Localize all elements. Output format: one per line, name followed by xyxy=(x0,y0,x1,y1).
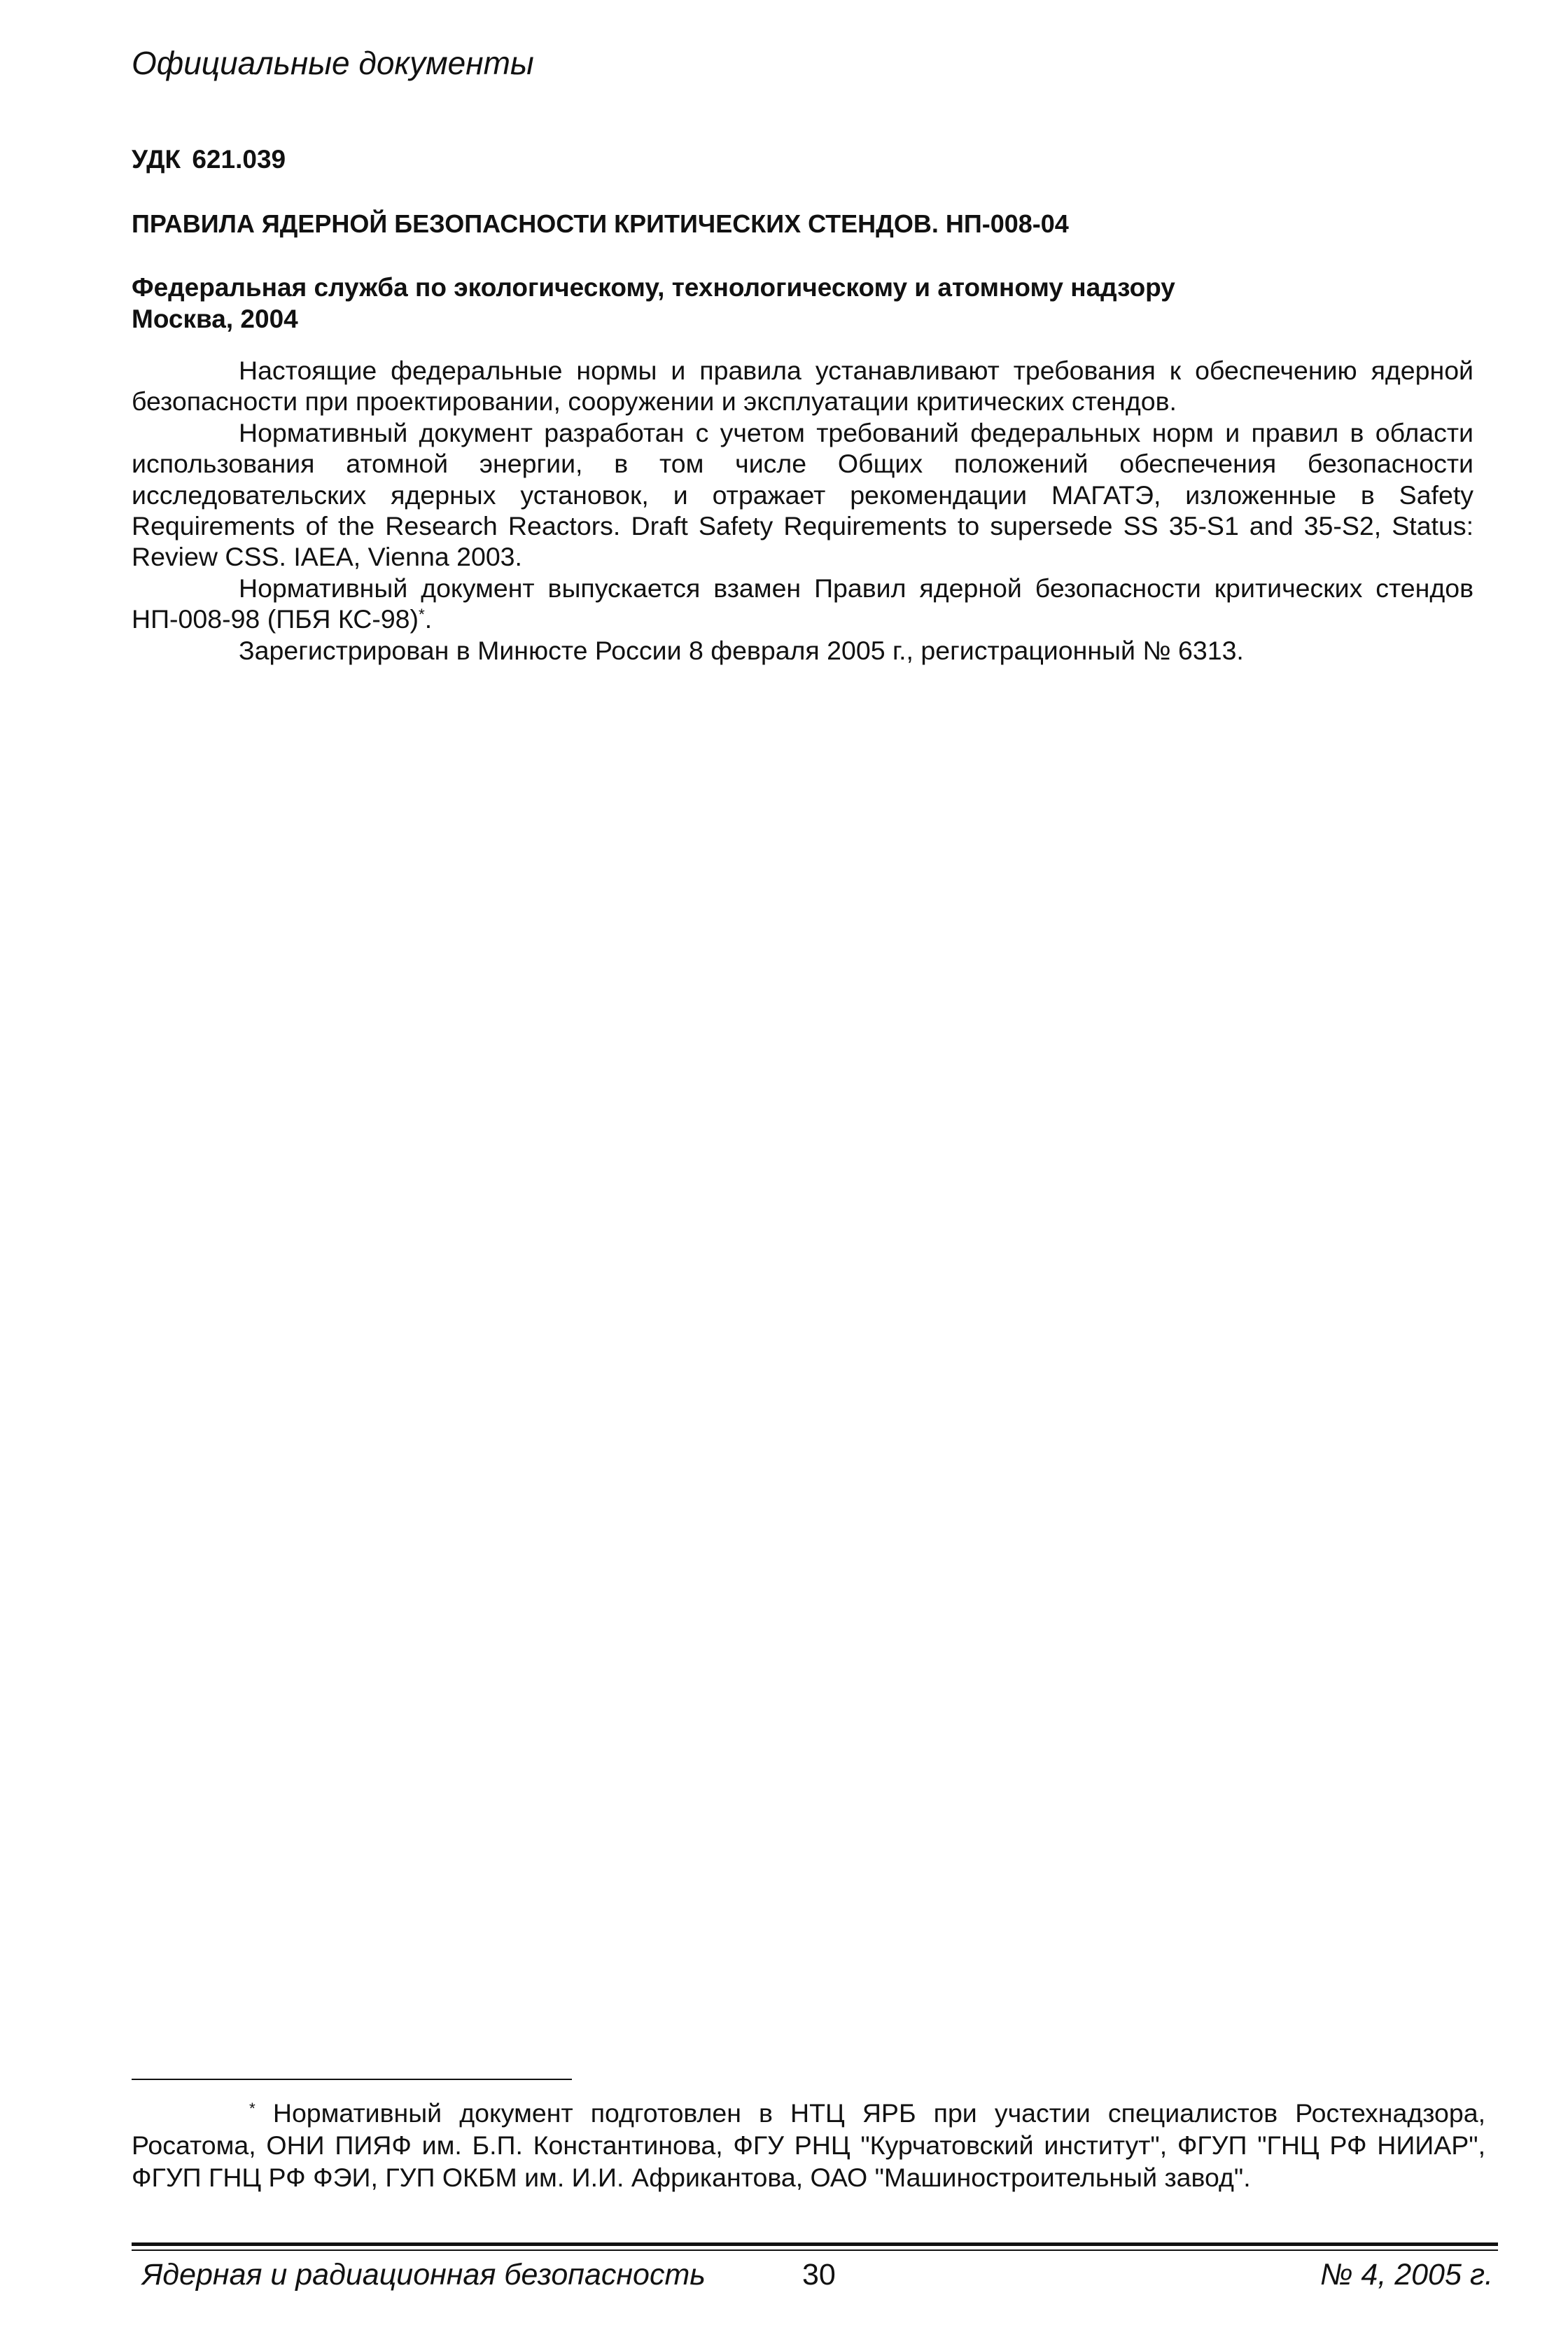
footer-rule-thin xyxy=(132,2249,1498,2251)
text-line: Зарегистрирован в Минюсте России 8 февраля 2005 г., регистрационный № 6313. xyxy=(239,635,1244,665)
text-line: Нормативный документ разработан с учетом требований федеральных норм и правил в области xyxy=(239,417,1474,447)
page-footer xyxy=(0,2257,1568,2292)
text-line: использования атомной энергии, в том числе Общих положений обеспечения безопасности xyxy=(132,449,1474,479)
publisher-block xyxy=(132,272,1175,335)
footnote-separator xyxy=(132,2079,572,2080)
footer-rule-thick xyxy=(132,2242,1498,2246)
text-line: Настоящие федеральные нормы и правила устанавливают требования к обеспечению ядерной xyxy=(239,356,1474,385)
footnote-line-content: Нормативный документ подготовлен в НТЦ ЯРБ при участии специалистов Ростехнадзора, xyxy=(272,2098,1485,2128)
footnote-reference: * xyxy=(419,605,425,623)
running-header: Официальные документы xyxy=(132,45,534,81)
footnote-line: Росатома, ОНИ ПИЯФ им. Б.П. Константинова, ФГУ РНЦ "Курчатовский институт", ФГУП "ГНЦ РФ НИИАР", xyxy=(132,2130,1485,2160)
text-line: Requirements of the Research Reactors. Draft Safety Requirements to supersede SS 35-S1 and 35-S2, Status: xyxy=(132,511,1474,541)
page-number: 30 xyxy=(802,2258,836,2291)
footnote xyxy=(132,2097,1485,2193)
paragraph-2 xyxy=(132,417,1474,573)
paragraph-3 xyxy=(132,573,1474,635)
publication-place-year: Москва, 2004 xyxy=(132,305,298,333)
footnote-mark: * xyxy=(249,2099,255,2117)
line-end-punctuation: . xyxy=(424,604,433,634)
text-line: исследовательских ядерных установок, и отражает рекомендации МАГАТЭ, изложенные в Safety xyxy=(132,480,1474,510)
issue-info: № 4, 2005 г. xyxy=(1320,2258,1493,2291)
udc-code: УДК 621.039 xyxy=(132,145,286,174)
agency-name: Федеральная служба по экологическому, технологическому и атомному надзору xyxy=(132,273,1175,302)
text-line: Review CSS. IAEA, Vienna 2003. xyxy=(132,542,522,572)
text-line-content: НП-008-98 (ПБЯ КС-98) xyxy=(132,604,419,634)
text-line: безопасности при проектировании, сооружении и эксплуатации критических стендов. xyxy=(132,386,1177,417)
footnote-line: ФГУП ГНЦ РФ ФЭИ, ГУП ОКБМ им. И.И. Африкантова, ОАО "Машиностроительный завод". xyxy=(132,2163,1251,2192)
text-line: Нормативный документ выпускается взамен Правил ядерной безопасности критических стендов xyxy=(239,573,1474,603)
body-text xyxy=(132,355,1474,666)
paragraph-1 xyxy=(132,355,1474,417)
journal-title: Ядерная и радиационная безопасность xyxy=(142,2258,706,2291)
paragraph-4 xyxy=(132,635,1474,666)
document-title: ПРАВИЛА ЯДЕРНОЙ БЕЗОПАСНОСТИ КРИТИЧЕСКИХ СТЕНДОВ. НП-008-04 xyxy=(132,209,1069,238)
footnote-line xyxy=(132,2097,1485,2129)
text-line xyxy=(132,604,1474,634)
